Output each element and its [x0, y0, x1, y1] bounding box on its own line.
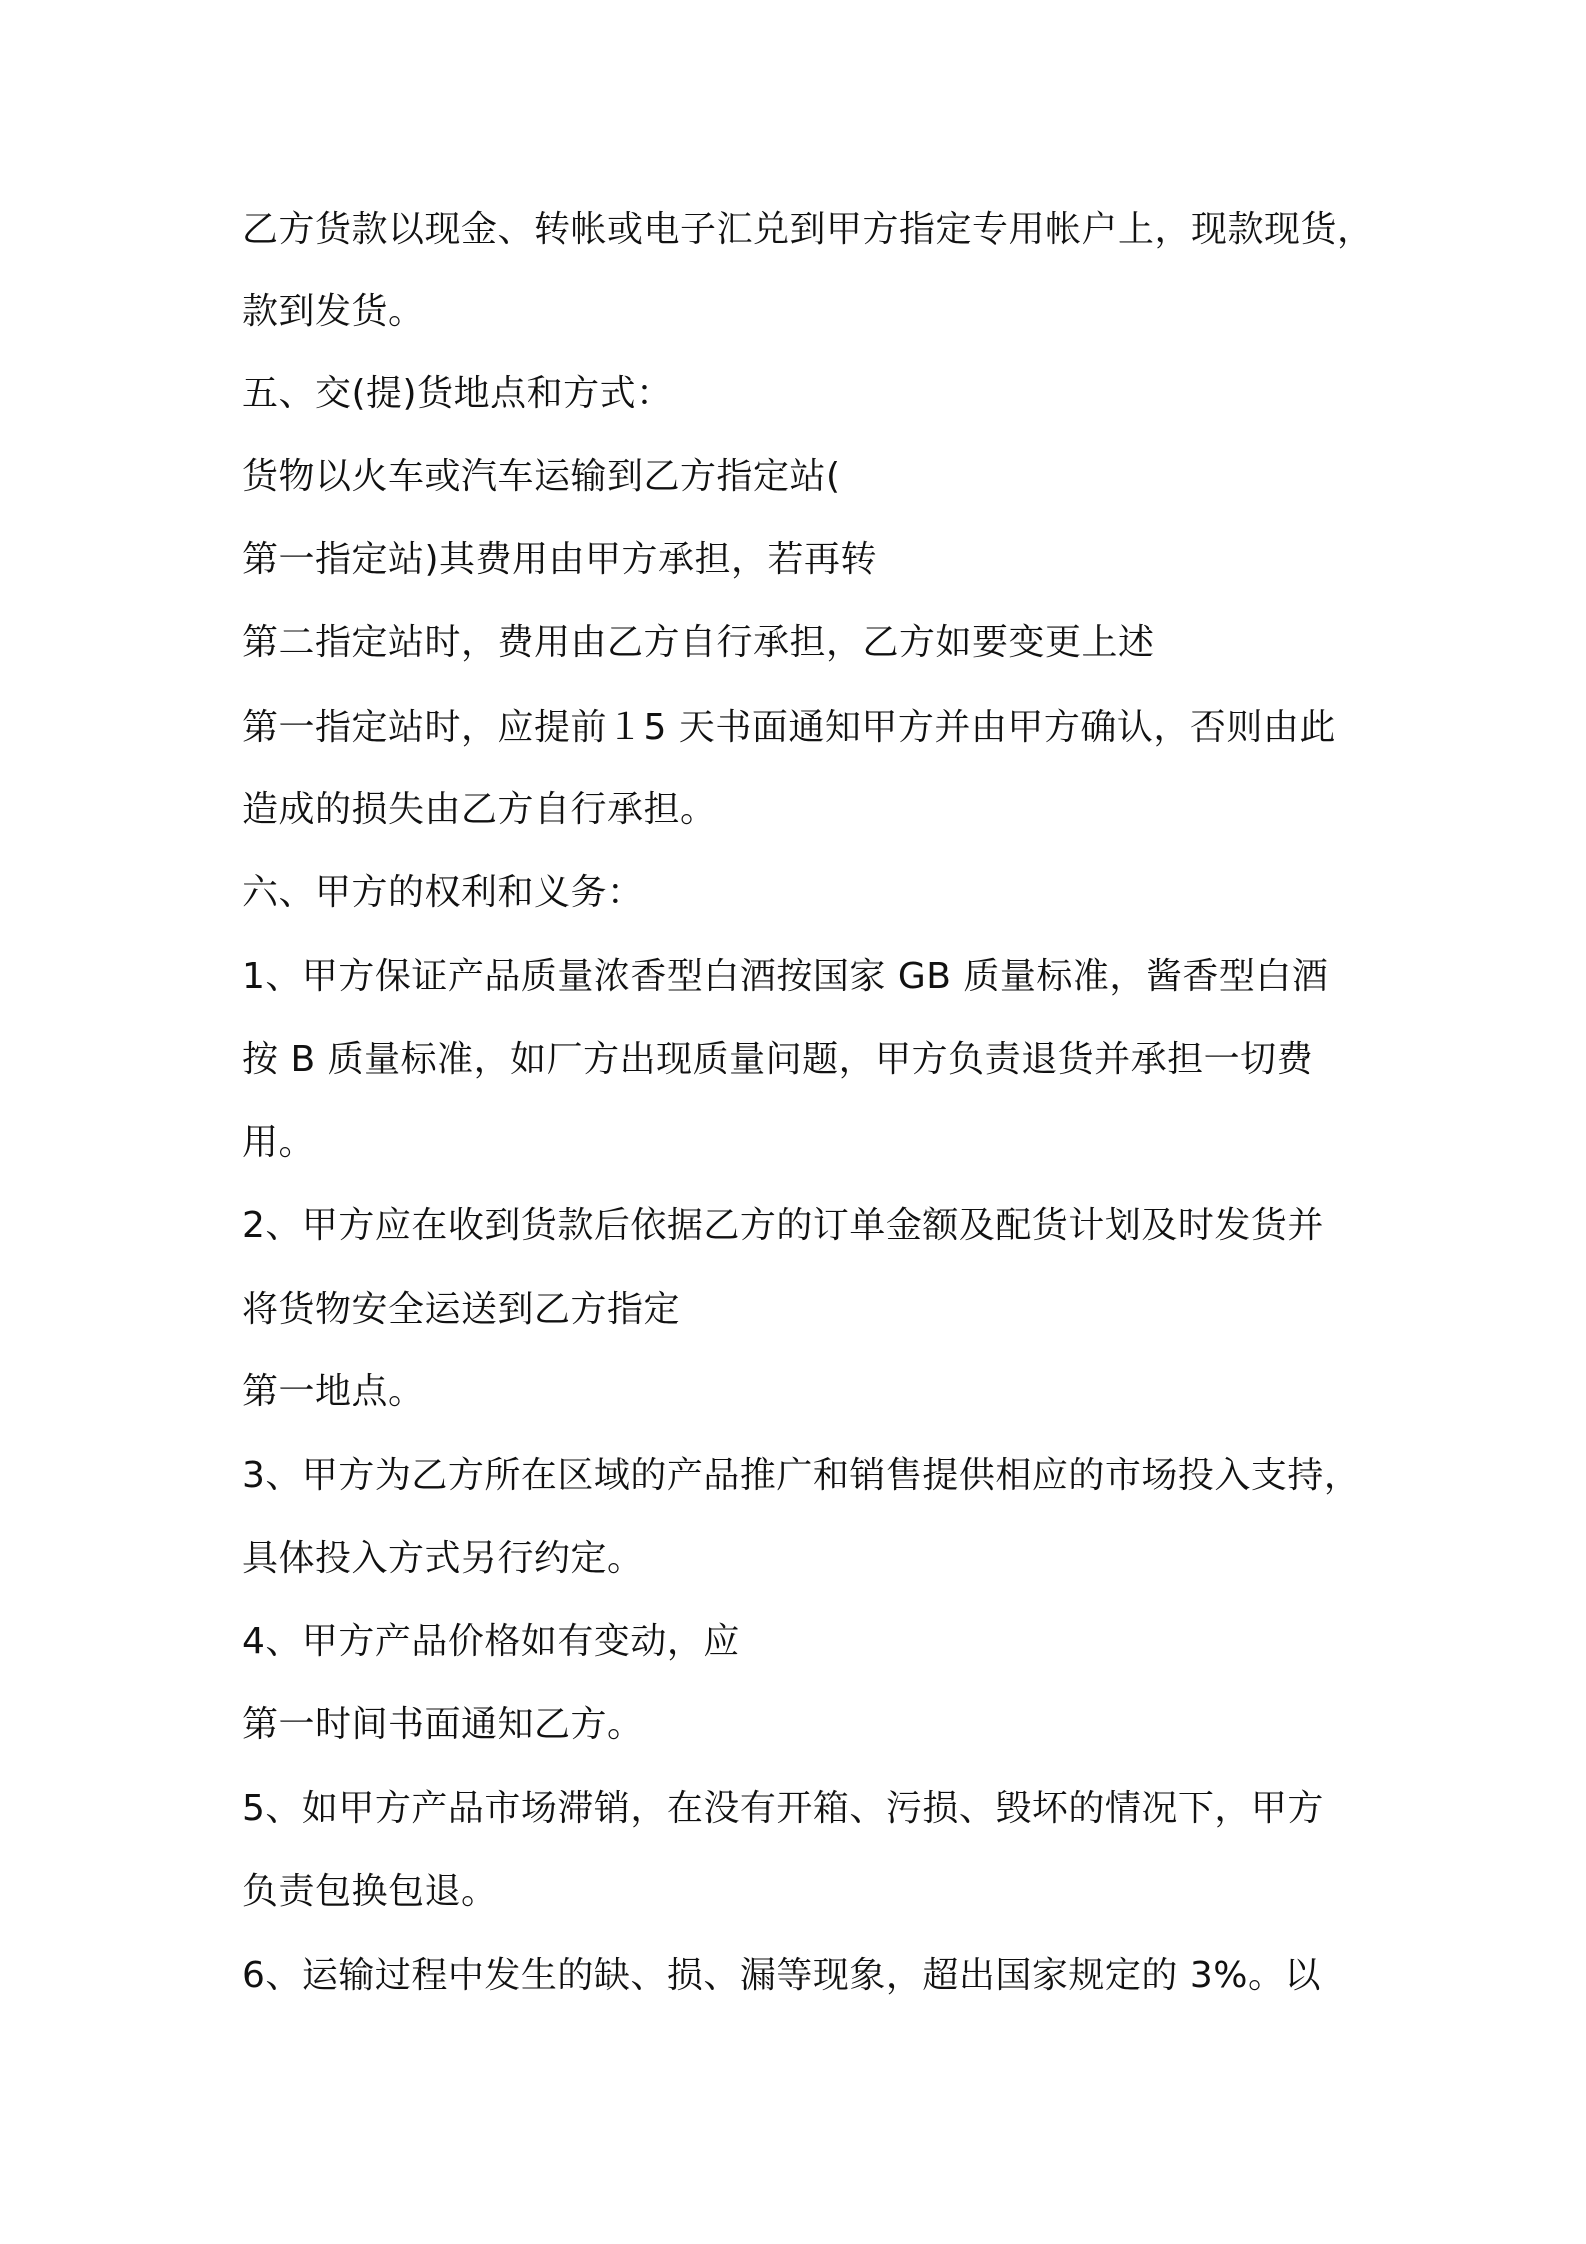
- text-line: 第一指定站)其费用由甲方承担，若再转: [242, 539, 878, 580]
- text-line: 4、甲方产品价格如有变动，应: [242, 1621, 740, 1662]
- text-line: 乙方货款以现金、转帐或电子汇兑到甲方指定专用帐户上，现款现货，: [242, 209, 1374, 250]
- text-line: 货物以火车或汽车运输到乙方指定站(: [242, 456, 841, 497]
- text-line: 第二指定站时，费用由乙方自行承担，乙方如要变更上述: [242, 622, 1155, 663]
- section-heading: 六、甲方的权利和义务：: [242, 872, 644, 913]
- text-line: 造成的损失由乙方自行承担。: [242, 789, 717, 830]
- text-line: 第一指定站时，应提前１5 天书面通知甲方并由甲方确认，否则由此: [242, 707, 1336, 748]
- text-line: 3、甲方为乙方所在区域的产品推广和销售提供相应的市场投入支持，: [242, 1455, 1361, 1496]
- text-line: 第一时间书面通知乙方。: [242, 1704, 644, 1745]
- text-line: 按 B 质量标准，如厂方出现质量问题，甲方负责退货并承担一切费: [242, 1039, 1314, 1080]
- text-line: 第一地点。: [242, 1371, 425, 1412]
- text-line: 具体投入方式另行约定。: [242, 1538, 644, 1579]
- text-line: 6、运输过程中发生的缺、损、漏等现象，超出国家规定的 3%。以: [242, 1955, 1321, 1996]
- text-line: 5、如甲方产品市场滞销，在没有开箱、污损、毁坏的情况下，甲方: [242, 1788, 1324, 1829]
- section-heading: 五、交(提)货地点和方式：: [242, 373, 673, 414]
- text-line: 2、甲方应在收到货款后依据乙方的订单金额及配货计划及时发货并: [242, 1205, 1324, 1246]
- text-line: 负责包换包退。: [242, 1871, 498, 1912]
- text-line: 款到发货。: [242, 291, 425, 332]
- text-line: 将货物安全运送到乙方指定: [242, 1289, 681, 1330]
- text-line: 1、甲方保证产品质量浓香型白酒按国家 GB 质量标准，酱香型白酒: [242, 956, 1329, 997]
- text-line: 用。: [242, 1122, 316, 1163]
